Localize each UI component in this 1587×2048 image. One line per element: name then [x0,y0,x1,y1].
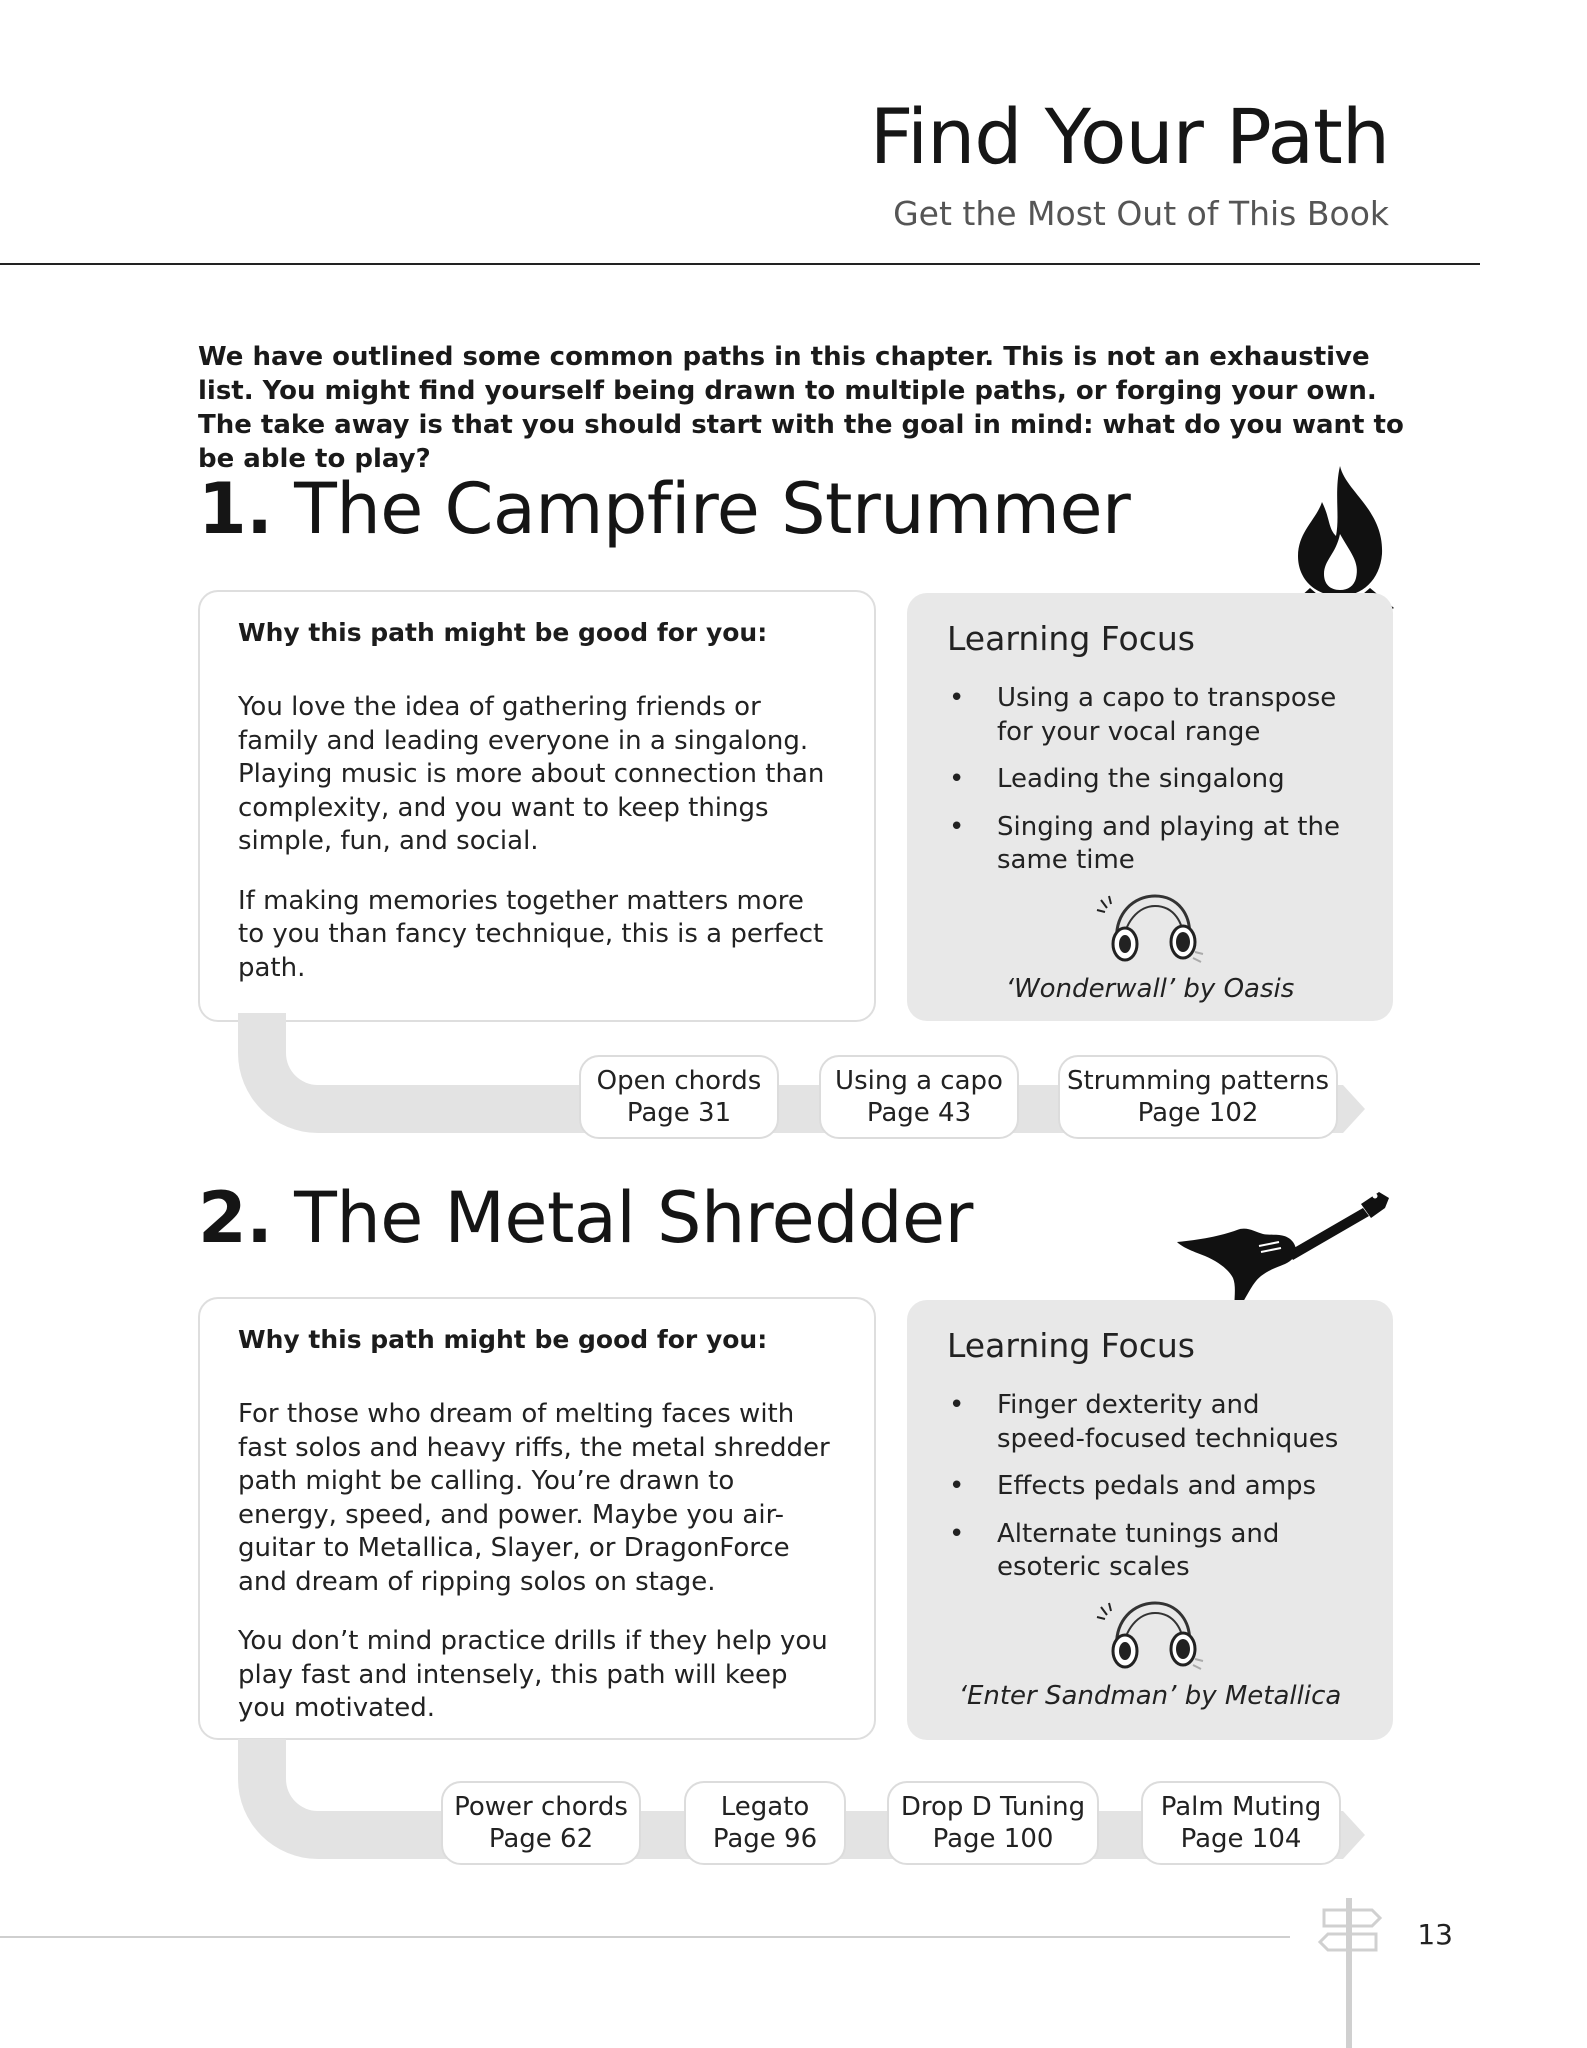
path-1-step-using-a-capo[interactable]: Using a capo Page 43 [819,1055,1019,1139]
path-2-name: The Metal Shredder [294,1177,973,1259]
page-subtitle: Get the Most Out of This Book [893,194,1389,233]
path-1-song: ‘Wonderwall’ by Oasis [1005,973,1295,1004]
path-2-step-drop-d-tuning[interactable]: Drop D Tuning Page 100 [887,1781,1099,1865]
footer-divider [0,1936,1290,1938]
path-1-why-box [198,590,876,1022]
path-2-step-power-chords[interactable]: Power chords Page 62 [441,1781,641,1865]
headphones-icon [1095,1599,1205,1671]
path-1-name: The Campfire Strummer [294,468,1131,550]
path-2-number: 2. [198,1177,273,1259]
focus-item: • Effects pedals and amps [949,1471,1317,1501]
headphones-icon [1095,892,1205,964]
path-1-learning-focus-box [907,593,1393,1021]
path-2-why-box [198,1297,876,1740]
track-arrow-icon [1343,1811,1365,1859]
path-1-step-strumming-patterns[interactable]: Strumming patterns Page 102 [1058,1055,1338,1139]
path-2-focus-heading: Learning Focus [947,1326,1195,1365]
header-divider [0,263,1480,265]
path-1-title [198,468,1130,550]
focus-item: • Singing and playing at the same time [949,811,1340,875]
path-1-why-paragraph-2: If making memories together matters more to you than fancy technique, this is a perfect path. [238,885,824,983]
page-number: 13 [1417,1918,1453,1951]
focus-item: • Using a capo to transpose for your vocal range [949,683,1337,747]
path-2-step-legato[interactable]: Legato Page 96 [684,1781,846,1865]
path-2-song: ‘Enter Sandman’ by Metallica [958,1680,1342,1711]
path-2-why-paragraph-2: You don’t mind practice drills if they help you play fast and intensely, this path will keep you motivated. [238,1626,828,1723]
path-2-title [198,1177,973,1259]
signpost-icon [1310,1898,1390,2048]
path-1-focus-heading: Learning Focus [947,619,1195,658]
focus-item: • Alternate tunings and esoteric scales [949,1518,1280,1582]
path-1-number: 1. [198,468,273,550]
path-1-why-heading: Why this path might be good for you: [238,618,768,647]
intro-paragraph: We have outlined some common paths in this chapter. This is not an exhaustive list. You might find yourself being drawn to multiple paths, or forging your own. The take away is that you should start with the goal in mind: what do you want to be able to play? [198,342,1404,474]
path-2-focus-list [947,1389,1353,1585]
page-title: Find Your Path [869,92,1389,181]
track-arrow-icon [1343,1085,1365,1133]
path-1-why-paragraph-1: You love the idea of gathering friends or family and leading everyone in a singalong. Playing music is more about connection than complexity, and you want to keep things simple, fun, and social. [238,692,825,856]
path-2-why-paragraph-1: For those who dream of melting faces with fast solos and heavy riffs, the metal shredder path might be calling. You’re drawn to energy, speed, and power. Maybe you air-guitar to Metallica, Slayer, or DragonForce and dream of ripping solos on stage. [238,1399,830,1597]
path-2-learning-focus-box [907,1300,1393,1740]
path-2-step-palm-muting[interactable]: Palm Muting Page 104 [1141,1781,1341,1865]
electric-guitar-icon [1175,1190,1395,1315]
focus-item: • Leading the singalong [949,764,1285,794]
path-1-focus-list [947,682,1353,878]
path-1-step-open-chords[interactable]: Open chords Page 31 [579,1055,779,1139]
path-2-why-heading: Why this path might be good for you: [238,1325,768,1354]
focus-item: • Finger dexterity and speed-focused techniques [949,1390,1339,1454]
